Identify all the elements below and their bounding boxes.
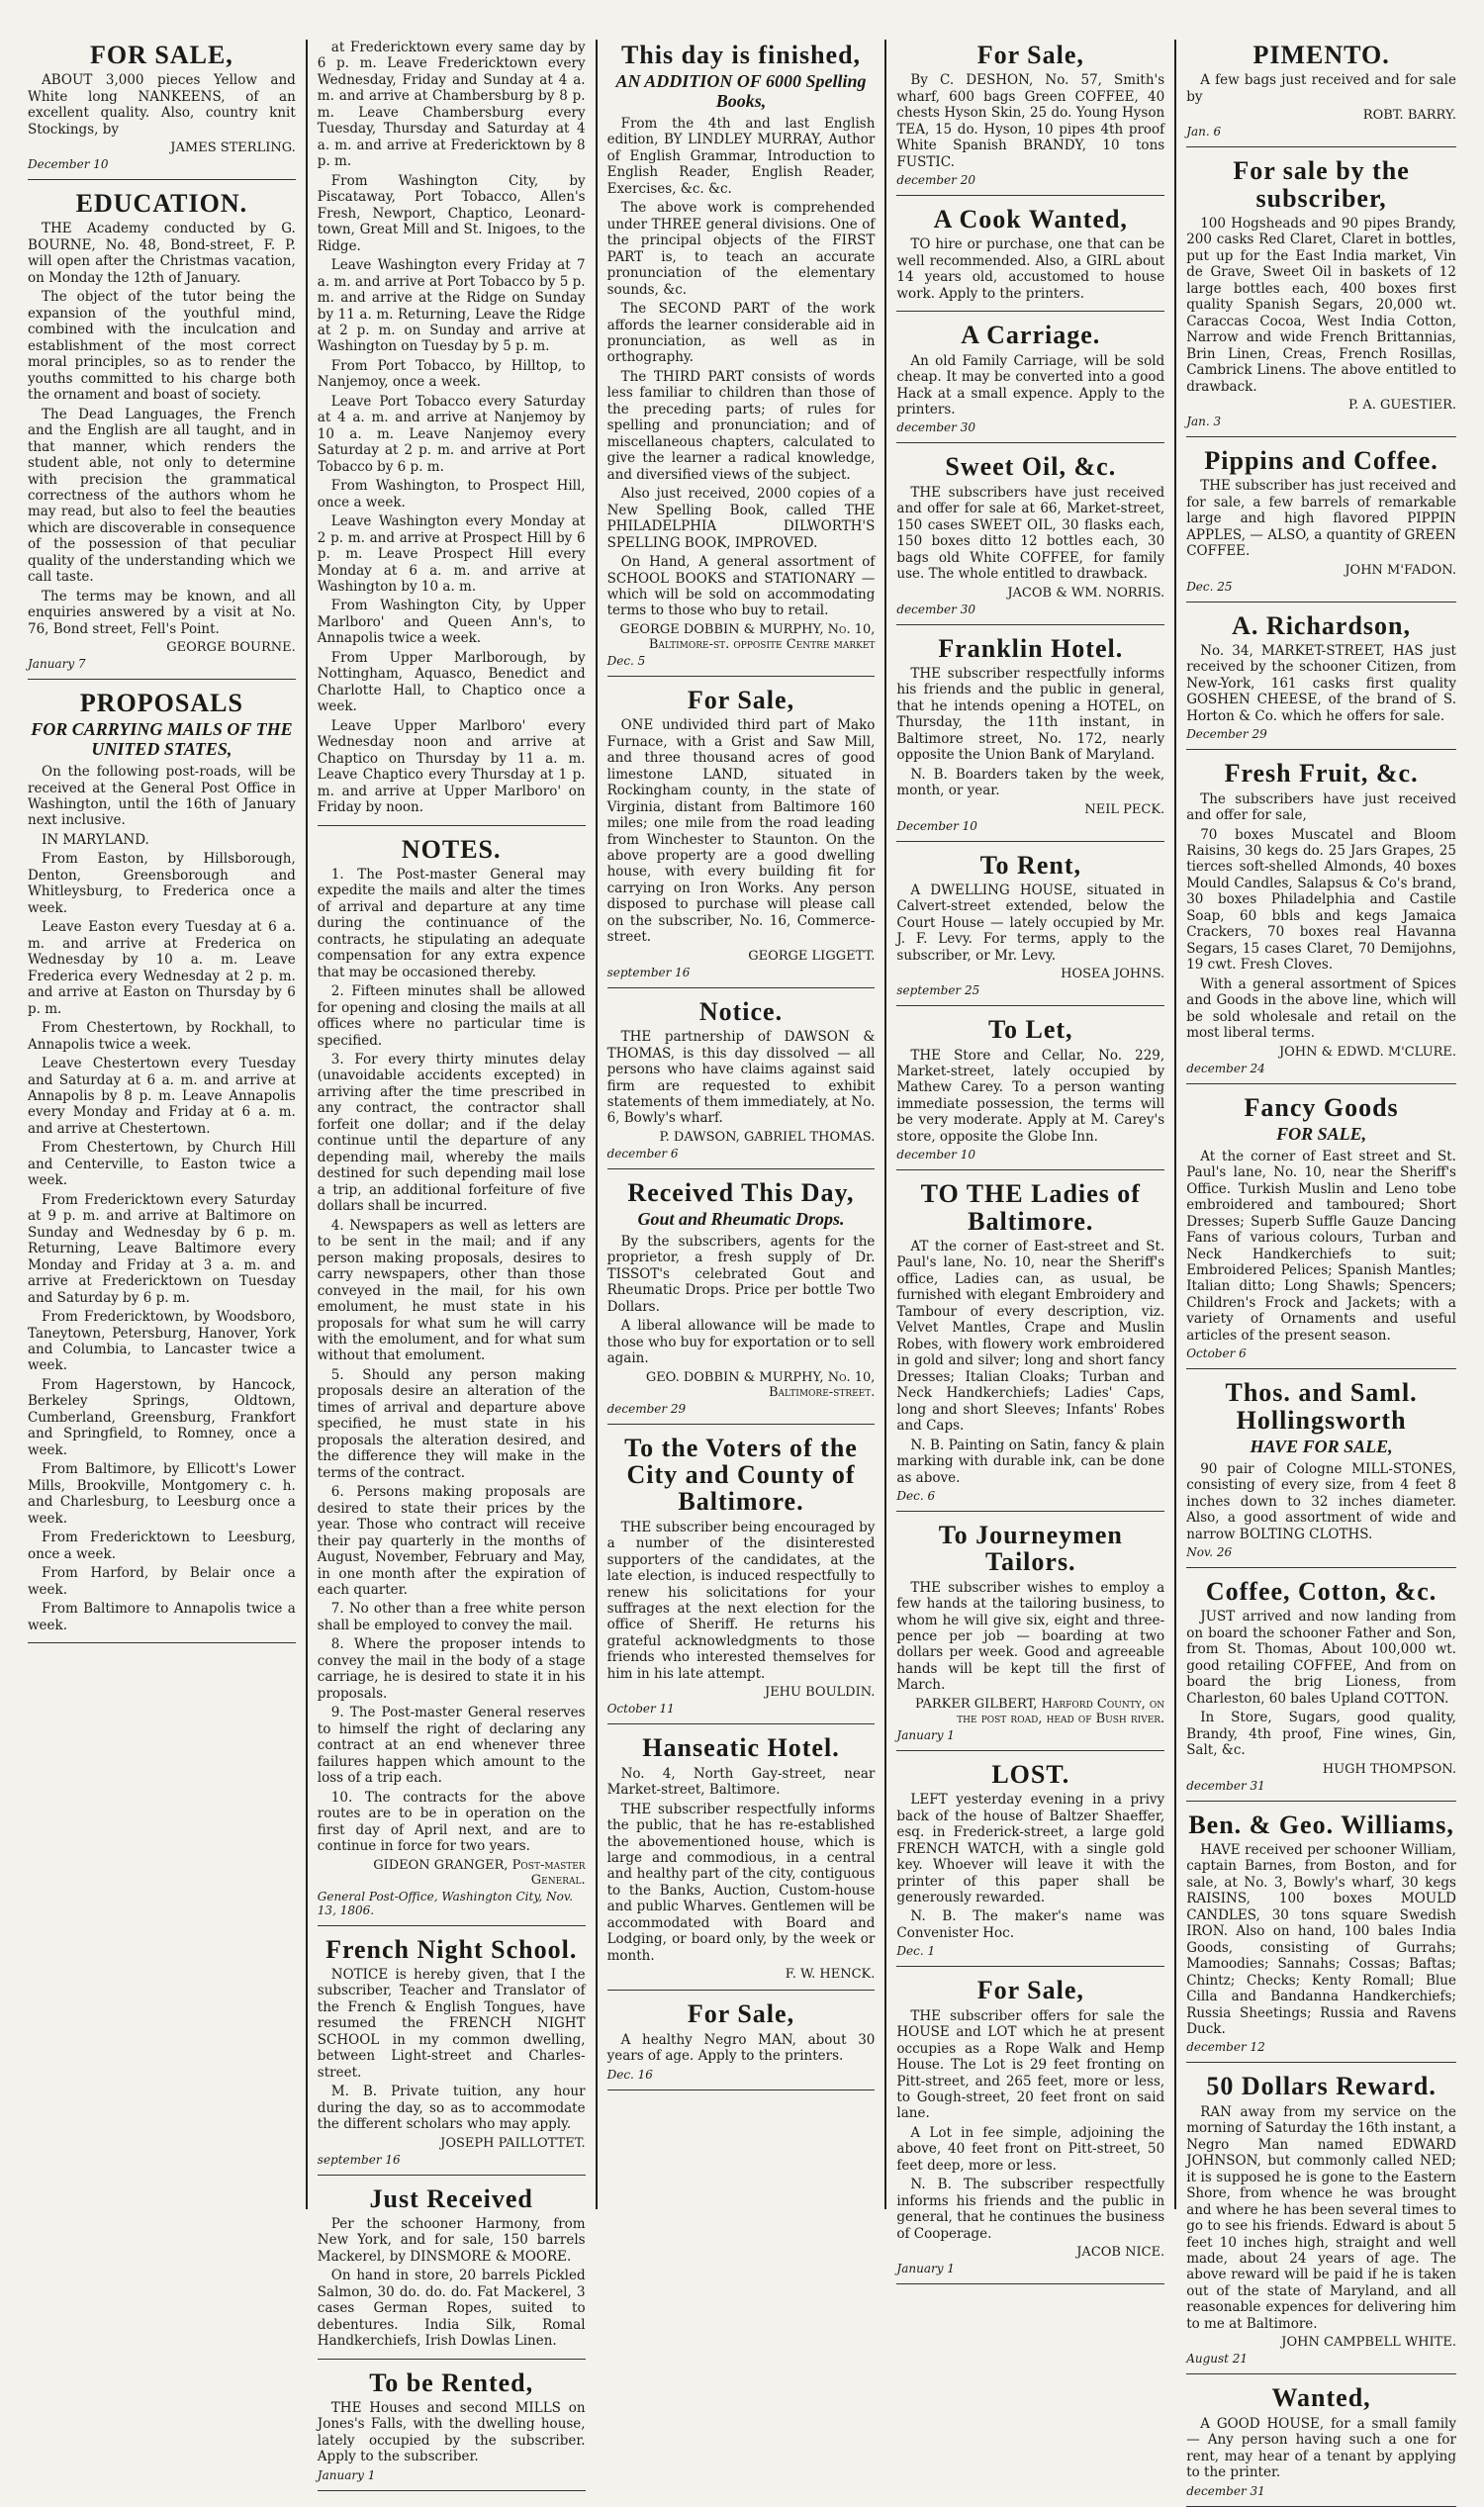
ad-date: December 10 xyxy=(28,157,109,172)
ad-body-paragraph: NOTICE is hereby given, that I the subscriber, Teacher and Translator of the French & English Tongues, have resumed the FRENCH NIGHT SCHOOL in my common dwelling, between Light-street and Charles-street. xyxy=(317,1966,586,2081)
ad-body-paragraph: 70 boxes Muscatel and Bloom Raisins, 30 kegs do. 25 Jars Grapes, 25 tierces soft-shelled Almonds, 40 boxes Mould Candles, Salapsus & Co's brand, 30 boxes Philadelphia and Castile Soap, 60 bbls and kegs Jamaica Crackers, 70 boxes real Havanna Segars, 15 cases Claret, 70 Demijohns, 19 cwt. Fresh Cloves. xyxy=(1186,826,1456,974)
ad-body-paragraph: The Dead Languages, the French and the English are all taught, and in that manner, which renders the student able, not only to determine with precision the grammatical correctness of the authors whom he may read, but also to feel the beauties which are discoverable in consequence of the possession of that peculiar quality of the understanding which we call taste. xyxy=(28,406,296,586)
ad-body-paragraph: On hand in store, 20 barrels Pickled Salmon, 30 do. do. do. Fat Mackerel, 3 cases German Ropes, suited to debentures. India Silk, Romal Handkerchiefs, Irish Dowlas Linen. xyxy=(317,2268,586,2350)
ad-date: Dec. 1 xyxy=(896,1944,936,1959)
ad-body-paragraph: THE subscriber has just received and for sale, a few barrels of remarkable large and high flavored PIPPIN APPLES, — ALSO, a quantity of GREEN COFFEE. xyxy=(1186,478,1456,560)
ad-body-paragraph: On the following post-roads, will be received at the General Post Office in Washington, until the 16th of January next inclusive. xyxy=(28,764,296,829)
ad-body-paragraph: RAN away from my service on the morning of Saturday the 16th instant, a Negro Man named EDWARD JOHNSON, but commonly called NED; it is supposed he is gone to the Eastern Shore, from whence he was brought and where he has been several times to go to see his friends. Edward is about 5 feet 10 inches high, straight and well made, about 24 years of age. The above reward will be paid if he is taken out of the state of Maryland, and all reasonable expences for delivering him to me at Baltimore. xyxy=(1186,2103,1456,2332)
ad-date: October 11 xyxy=(606,1702,675,1717)
advertisement xyxy=(607,1435,876,1725)
ad-body-paragraph: A healthy Negro MAN, about 30 years of age. Apply to the printers. xyxy=(606,2031,876,2065)
advertisement xyxy=(607,42,876,677)
ad-signature: JOHN & EDWD. M'CLURE. xyxy=(1278,1044,1456,1060)
ad-date: Jan. 6 xyxy=(1186,125,1222,139)
ad-body-paragraph: N. B. Painting on Satin, fancy & plain marking with durable ink, can be done as above. xyxy=(896,1437,1165,1486)
ad-signature: GIDEON GRANGER, Post-master General. xyxy=(373,1857,586,1888)
ad-body-paragraph: A DWELLING HOUSE, situated in Calvert-street extended, below the Court House — lately occupied by Mr. J. F. Levy. For terms, apply to the subscriber, or Mr. Levy. xyxy=(896,882,1165,964)
ad-body-paragraph: Leave Easton every Tuesday at 6 a. m. and arrive at Frederica on Wednesday by 10 a. m. Leave Frederica every Wednesday at 2 p. m. and arrive at Easton on Thursday by 6 p. m. xyxy=(28,919,296,1017)
ad-body-paragraph: N. B. The maker's name was Convenister Hoc. xyxy=(896,1908,1165,1941)
ad-signature: HOSEA JOHNS. xyxy=(1061,967,1165,982)
ad-subheading: FOR SALE, xyxy=(1276,1123,1367,1144)
ad-signature: GEORGE LIGGETT. xyxy=(748,948,876,964)
ad-body-paragraph: A few bags just received and for sale by xyxy=(1186,72,1456,105)
ad-heading: Coffee, Cotton, &c. xyxy=(1205,1577,1438,1607)
advertisement xyxy=(896,453,1164,624)
ad-subheading: Gout and Rheumatic Drops. xyxy=(637,1209,845,1230)
ad-heading: For Sale, xyxy=(976,1976,1084,2005)
ad-body-paragraph: TO hire or purchase, one that can be well recommended. Also, a GIRL about 14 years old, accustomed to house work. Apply to the printers. xyxy=(896,236,1165,302)
ad-body-paragraph: Per the schooner Harmony, from New York, and for sale, 150 barrels Mackerel, by DINSMORE & MOORE. xyxy=(317,2215,586,2265)
ad-date: december 12 xyxy=(1186,2040,1265,2055)
advertisement xyxy=(1186,2384,1456,2506)
ad-date: september 16 xyxy=(606,965,691,979)
column-2 xyxy=(308,40,598,2482)
ad-signature: HUGH THOMPSON. xyxy=(1322,1761,1456,1777)
ad-body-paragraph: 3. For every thirty minutes delay (unavoidable accidents excepted) in arriving after the time prescribed in any contract, the contractor shall forfeit one dollar; and if the delay continue until the departure of any depending mail, whereby the mails destined for such depending mail lose a trip, an additional forfeiture of five dollars shall be incurred. xyxy=(317,1052,586,1215)
ad-body-paragraph: In Store, Sugars, good quality, Brandy, 4th proof, Fine wines, Gin, Salt, &c. xyxy=(1186,1710,1456,1759)
advertisement xyxy=(28,42,296,180)
column-5 xyxy=(1176,40,1466,2498)
ad-body-paragraph: A GOOD HOUSE, for a small family — Any person having such a one for rent, may hear of a tenant by applying to the printer. xyxy=(1186,2415,1456,2481)
ad-body-paragraph: THE subscriber respectfully informs his friends and the public in general, that he intends opening a HOTEL, on Thursday, the 11th instant, in Baltimore street, No. 172, nearly opposite the Union Bank of Maryland. xyxy=(896,665,1165,764)
ad-body-paragraph: 100 Hogsheads and 90 pipes Brandy, 200 casks Red Claret, Claret in bottles, put up for the East India market, Vin de Grave, Sweet Oil in baskets of 12 large bottles each, 400 boxes first quality Spanish Segars, 20,000 wt. Caraccas Cocoa, West India Cotton, Narrow and wide French Brittannias, Brin Linen, Creas, French Rosillas, Cambrick Linens. The above entitled to drawback. xyxy=(1186,215,1456,395)
ad-heading: To the Voters of the City and County of Baltimore. xyxy=(624,1433,858,1517)
ad-body-paragraph: ABOUT 3,000 pieces Yellow and White long NANKEENS, of an excellent quality. Also, country knit Stockings, by xyxy=(28,72,296,138)
advertisement xyxy=(1186,1578,1456,1802)
ad-date: december 30 xyxy=(896,602,975,616)
ad-heading: NOTES. xyxy=(401,834,502,864)
column-4 xyxy=(886,40,1176,2276)
ad-body-paragraph: 8. Where the proposer intends to convey the mail in the body of a stage carriage, he is desired to state it in his proposals. xyxy=(317,1636,586,1702)
ad-heading: For Sale, xyxy=(687,685,795,714)
ad-signature: JACOB & WM. NORRIS. xyxy=(1007,585,1165,601)
ad-heading: LOST. xyxy=(991,1759,1070,1789)
ad-date: December 10 xyxy=(896,818,977,833)
ad-heading: French Night School. xyxy=(325,1934,578,1964)
ad-body-paragraph: The object of the tutor being the expansion of the youthful mind, combined with the inculcation and establishment of the most correct moral principles, so as to render the youths committed to his charge both the ornament and boast of society. xyxy=(28,289,296,404)
ad-signature: JOHN M'FADON. xyxy=(1345,562,1456,578)
ad-body-paragraph: From Harford, by Belair once a week. xyxy=(28,1565,296,1598)
ad-body-paragraph: 7. No other than a free white person shall be employed to convey the mail. xyxy=(317,1601,586,1633)
ad-body-paragraph: 1. The Post-master General may expedite the mails and alter the times of arrival and departure at any time during the continuance of the contracts, he stipulating an adequate compensation for any extra expence that may be occasioned thereby. xyxy=(317,866,586,980)
ad-signature: NEIL PECK. xyxy=(1084,801,1165,817)
ad-heading: For Sale, xyxy=(976,41,1084,69)
ad-heading: TO THE Ladies of Baltimore. xyxy=(920,1179,1141,1236)
ad-body-paragraph: From Port Tobacco, by Hilltop, to Nanjemoy, once a week. xyxy=(317,357,586,391)
ad-body-paragraph: From the 4th and last English edition, BY LINDLEY MURRAY, Author of English Grammar, Introduction to English Reader, English Reader, Exercises, &c. &c. xyxy=(606,115,876,197)
ad-signature: JOHN CAMPBELL WHITE. xyxy=(1281,2335,1456,2351)
ad-heading: Pippins and Coffee. xyxy=(1204,445,1438,475)
ad-heading: Ben. & Geo. Williams, xyxy=(1188,1810,1454,1839)
ad-date: January 1 xyxy=(896,2262,955,2276)
ad-heading: Received This Day, xyxy=(627,1177,855,1207)
ad-signature: JEHU BOULDIN. xyxy=(764,1685,876,1701)
advertisement xyxy=(896,42,1164,196)
ad-heading: Franklin Hotel. xyxy=(938,633,1124,663)
ad-signature: JOSEPH PAILLOTTET. xyxy=(440,2135,586,2151)
ad-heading: PROPOSALS xyxy=(79,689,243,718)
ad-heading: Just Received xyxy=(369,2183,533,2213)
ad-signature: JAMES STERLING. xyxy=(170,140,296,156)
ad-body-paragraph: The above work is comprehended under THREE general divisions. One of the principal objects of the FIRST PART is, to teach an accurate pronunciation of the elementary sounds, &c. xyxy=(606,200,876,298)
ad-heading: Wanted, xyxy=(1271,2383,1371,2413)
ad-date: Dec. 25 xyxy=(1186,579,1233,594)
ad-body-paragraph: THE Houses and second MILLS on Jones's Falls, with the dwelling house, lately occupied by the subscriber. Apply to the subscriber. xyxy=(317,2399,586,2465)
ad-body-paragraph: THE partnership of DAWSON & THOMAS, is this day dissolved — all persons who have claims against said firm are requested to exhibit statements of them immediately, at No. 6, Bowly's wharf. xyxy=(606,1029,876,1127)
ad-body-paragraph: M. B. Private tuition, any hour during the day, so as to accommodate the different scholars who may apply. xyxy=(317,2084,586,2133)
ad-date: January 1 xyxy=(896,1727,955,1742)
ad-body-paragraph: From Fredericktown, by Woodsboro, Taneytown, Petersburg, Hanover, York and Columbia, to Lancaster twice a week. xyxy=(28,1309,296,1374)
ad-body-paragraph: Leave Chestertown every Tuesday and Saturday at 6 a. m. and arrive at Annapolis by 8 p. m. Leave Annapolis every Monday and Friday at 6 a. m. and arrive at Chestertown. xyxy=(28,1056,296,1137)
ad-body-paragraph: THE subscribers have just received and offer for sale at 66, Market-street, 150 cases SWEET OIL, 30 flasks each, 150 boxes ditto 12 bottles each, 30 bags old White COFFEE, for family use. The whole entitled to drawback. xyxy=(896,484,1165,583)
ad-heading: Fancy Goods xyxy=(1244,1092,1399,1122)
ad-date: Jan. 3 xyxy=(1186,414,1222,428)
advertisement xyxy=(896,635,1164,842)
ad-body-paragraph: THE subscriber being encouraged by a number of the disinterested supporters of the candidates, at the late election, is induced respectfully to renew his solicitations for your suffrages at the next election for the office of Sheriff. He returns his grateful acknowledgments to those friends who interested themselves for him in his late attempt. xyxy=(606,1519,876,1682)
ad-date: december 30 xyxy=(896,420,975,435)
ad-heading: To Rent, xyxy=(979,850,1081,880)
ad-body-paragraph: From Washington, to Prospect Hill, once a week. xyxy=(317,478,586,511)
ad-subheading: HAVE FOR SALE, xyxy=(1250,1436,1393,1456)
advertisement xyxy=(318,40,586,826)
ad-heading: A. Richardson, xyxy=(1232,610,1412,640)
ad-signature: GEORGE DOBBIN & MURPHY, No. 10, Baltimore-st. opposite Centre market xyxy=(619,621,876,652)
ad-body-paragraph: From Hagerstown, by Hancock, Berkeley Springs, Oldtown, Cumberland, Greensburg, Frankfort and Springfield, to Romney, once a week. xyxy=(28,1376,296,1458)
ad-date: september 16 xyxy=(317,2152,401,2167)
ad-date: december 31 xyxy=(1186,2483,1265,2498)
ad-body-paragraph: The terms may be known, and all enquiries answered by a visit at No. 76, Bond street, Fell's Point. xyxy=(28,588,296,637)
ad-body-paragraph: The subscribers have just received and offer for sale, xyxy=(1186,790,1456,824)
ad-body-paragraph: Leave Port Tobacco every Saturday at 4 a. m. and arrive at Nanjemoy by 10 a. m. Leave Nanjemoy every Saturday at 2 p. m. and arrive at Port Tobacco by 6 p. m. xyxy=(317,393,586,475)
ad-body-paragraph: HAVE received per schooner William, captain Barnes, from Boston, and for sale, at No. 3, Bowly's wharf, 30 kegs RAISINS, 100 boxes MOULD CANDLES, 30 tons square Swedish IRON. Also on hand, 100 bales India Goods, consisting of Gurrahs; Mamoodies; Sannahs; Cossas; Baftas; Chintz; Checks; Kenty Romall; Blue Cilla and Bandanna Handkerchiefs; Russia Sheetings; Russia and Ravens Duck. xyxy=(1186,1841,1456,2038)
ad-heading: Hanseatic Hotel. xyxy=(642,1733,840,1763)
advertisement xyxy=(607,1734,876,1991)
ad-subheading: AN ADDITION OF 6000 Spelling Books, xyxy=(615,71,867,112)
ad-date: december 6 xyxy=(606,1146,679,1161)
ad-body-paragraph: Leave Upper Marlboro' every Wednesday noon and arrive at Chaptico on Thursday by 11 a. m. Leave Chaptico every Thursday at 1 p. m. and arrive at Upper Marlboro' on Friday by noon. xyxy=(317,717,586,816)
advertisement xyxy=(896,1180,1164,1512)
ad-signature: P. A. GUESTIER. xyxy=(1348,397,1456,413)
ad-heading: Fresh Fruit, &c. xyxy=(1224,759,1419,789)
ad-heading: This day is finished, xyxy=(620,41,862,69)
ad-signature: GEORGE BOURNE. xyxy=(166,640,296,656)
advertisement xyxy=(896,1522,1164,1751)
ad-body-paragraph: THE Store and Cellar, No. 229, Market-street, lately occupied by Mathew Carey. To a person wanting immediate possession, the terms will be very moderate. Apply at M. Carey's store, opposite the Globe Inn. xyxy=(896,1047,1165,1145)
ad-body-paragraph: From Chestertown, by Rockhall, to Annapolis twice a week. xyxy=(28,1020,296,1053)
ad-body-paragraph: 2. Fifteen minutes shall be allowed for opening and closing the mails at all offices where no particular time is specified. xyxy=(317,983,586,1049)
ad-signature: JACOB NICE. xyxy=(1076,2245,1165,2261)
ad-heading: For sale by the subscriber, xyxy=(1233,156,1410,213)
advertisement xyxy=(607,998,876,1169)
ad-date: January 1 xyxy=(317,2467,376,2482)
advertisement xyxy=(1186,157,1456,437)
ad-body-paragraph: A Lot in fee simple, adjoining the above, 40 feet front on Pitt-street, 50 feet deep, more or less. xyxy=(896,2124,1165,2174)
ad-date: January 7 xyxy=(28,657,86,672)
ad-date: Nov. 26 xyxy=(1186,1545,1233,1560)
ad-heading: To Let, xyxy=(988,1015,1073,1045)
ad-body-paragraph: On Hand, A general assortment of SCHOOL BOOKS and STATIONARY — which will be sold on accommodating terms to those who buy to retail. xyxy=(606,554,876,619)
advertisement xyxy=(318,1936,586,2176)
advertisement xyxy=(1186,1379,1456,1568)
ad-body-paragraph: An old Family Carriage, will be sold cheap. It may be converted into a good Hack at a small expence. Apply to the printers. xyxy=(896,352,1165,418)
ad-body-paragraph: No. 34, MARKET-STREET, HAS just received by the schooner Citizen, from New-York, 161 casks first quality GOSHEN CHEESE, of the brand of S. Horton & Co. which he offers for sale. xyxy=(1186,642,1456,724)
ad-body-paragraph: 10. The contracts for the above routes are to be in operation on the first day of April next, and are to continue in force for two years. xyxy=(317,1789,586,1855)
ad-body-paragraph: With a general assortment of Spices and Goods in the above line, which will be sold wholesale and retail on the most liberal terms. xyxy=(1186,975,1456,1042)
ad-date: August 21 xyxy=(1186,2352,1249,2367)
advertisement xyxy=(28,690,296,1643)
ad-body-paragraph: Leave Washington every Monday at 2 p. m. and arrive at Prospect Hill by 6 p. m. Leave Prospect Hill every Monday at 6 a. m. and arrive at Washington by 10 a. m. xyxy=(317,513,586,595)
ad-date: december 20 xyxy=(896,173,975,188)
ad-body-paragraph: From Fredericktown every Saturday at 9 p. m. and arrive at Baltimore on Sunday and Wednesday by 6 p. m. Returning, Leave Baltimore every Monday and Friday at 3 a. m. and arrive at Fredericktown on Tuesday and Saturday by 6 p. m. xyxy=(28,1191,296,1306)
ad-date: October 6 xyxy=(1186,1346,1247,1361)
advertisement xyxy=(607,1179,876,1425)
ad-body-paragraph: From Upper Marlborough, by Nottingham, Aquasco, Benedict and Charlotte Hall, to Chaptico once a week. xyxy=(317,649,586,715)
ad-body-paragraph: The SECOND PART of the work affords the learner considerable aid in pronunciation, as well as in orthography. xyxy=(606,301,876,366)
advertisement xyxy=(896,852,1164,1007)
ad-body-paragraph: From Chestertown, by Church Hill and Centerville, to Easton twice a week. xyxy=(28,1140,296,1189)
ad-heading: PIMENTO. xyxy=(1252,41,1390,69)
column-1 xyxy=(18,40,308,2209)
ad-signature: F. W. HENCK. xyxy=(785,1967,876,1983)
ad-body-paragraph: LEFT yesterday evening in a privy back of the house of Baltzer Shaeffer, esq. in Frederick-street, a large gold FRENCH WATCH, with a single gold key. Whoever will leave it with the printer of this paper shall be generously rewarded. xyxy=(896,1792,1165,1905)
columns xyxy=(18,40,1466,2498)
ad-heading: To be Rented, xyxy=(369,2368,534,2397)
ad-signature: P. DAWSON, GABRIEL THOMAS. xyxy=(659,1129,876,1145)
advertisement xyxy=(896,1761,1164,1968)
ad-body-paragraph: The THIRD PART consists of words less familiar to children than those of the preceding parts; of rules for spelling and pronunciation; and of miscellaneous chapters, calculated to give the learner a radical knowledge, and diversified views of the subject. xyxy=(606,368,876,483)
ad-date: Dec. 6 xyxy=(896,1488,936,1503)
ad-body-paragraph: AT the corner of East-street and St. Paul's lane, No. 10, near the Sheriff's office, Ladies can, as usual, be furnished with elegant Embroidery and Tambour of every description, viz. Velvet Mantles, Crape and Muslin Robes, with flowery work embroidered in gold and silver; long and short fancy Dresses; Italian Cloaks; Turban and Neck Handkerchiefs; Ladies' Caps, long and short Sleeves; Infants' Robes and Caps. xyxy=(896,1238,1165,1435)
ad-heading: To Journeymen Tailors. xyxy=(938,1520,1123,1577)
advertisement xyxy=(28,190,296,680)
ad-body-paragraph: From Easton, by Hillsborough, Denton, Greensborough and Whitleysburg, to Frederica once a week. xyxy=(28,851,296,916)
ad-body-paragraph: From Baltimore, by Ellicott's Lower Mills, Brookville, Montgomery c. h. and Charlesburg, to Leesburg once a week. xyxy=(28,1461,296,1527)
ad-body-paragraph: ONE undivided third part of Mako Furnace, with a Grist and Saw Mill, and three thousand acres of good limestone LAND, situated in Rockingham county, in the state of Virginia, distant from Baltimore 160 miles; one mile from the road leading from Winchester to Staunton. On the above property are a good dwelling house, with every building fit for carrying on Iron Works. Any person disposed to purchase will please call on the subscriber, No. 16, Commerce-street. xyxy=(606,717,876,946)
advertisement xyxy=(896,206,1164,312)
advertisement xyxy=(1186,447,1456,603)
ad-heading: A Carriage. xyxy=(961,321,1101,350)
ad-body-paragraph: Leave Washington every Friday at 7 a. m. and arrive at Port Tobacco by 5 p. m. and arrive at the Ridge on Sunday by 11 a. m. Returning, Leave the Ridge at 2 p. m. on Sunday and arrive at Washington on Tuesday by 5 p. m. xyxy=(317,257,586,355)
ad-body-paragraph: at Fredericktown every same day by 6 p. m. Leave Fredericktown every Wednesday, Friday and Sunday at 4 a. m. and arrive at Chambersburg by 8 p. m. Leave Chambersburg every Tuesday, Thursday and Saturday at 4 a. m. and arrive at Fredericktown by 8 p. m. xyxy=(317,40,586,170)
ad-body-paragraph: No. 4, North Gay-street, near Market-street, Baltimore. xyxy=(606,1765,876,1799)
ad-body-paragraph: 5. Should any person making proposals desire an alteration of the times of arrival and departure above specified, he must state in his proposals the alteration desired, and the difference they will make in the terms of the contract. xyxy=(317,1366,586,1481)
advertisement xyxy=(896,322,1164,443)
advertisement xyxy=(896,1977,1164,2284)
ad-body-paragraph: JUST arrived and now landing from on board the schooner Father and Son, from St. Thomas, About 100,000 wt. good retailing COFFEE, And from on board the brig Lioness, from Charleston, 60 bales Upland COTTON. xyxy=(1186,1609,1456,1707)
ad-date: General Post-Office, Washington City, Nov. 13, 1806. xyxy=(317,1889,574,1917)
advertisement xyxy=(1186,2073,1456,2374)
ad-body-paragraph: N. B. Boarders taken by the week, month, or year. xyxy=(896,766,1165,799)
advertisement xyxy=(1186,42,1456,147)
advertisement xyxy=(607,687,876,988)
ad-date: december 29 xyxy=(606,1401,687,1416)
ad-signature: PARKER GILBERT, Harford County, on the post road, head of Bush river. xyxy=(914,1696,1165,1726)
advertisement xyxy=(896,1016,1164,1170)
ad-body-paragraph: THE subscriber respectfully informs the public, that he has re-established the abovementioned house, which is large and commodious, in a central and healthy part of the city, contiguous to the Banks, Auction, Custom-house and public Wharves. Gentlemen will be accommodated with Board and Lodging, or board only, by the week or month. xyxy=(606,1801,876,1964)
ad-signature: ROBT. BARRY. xyxy=(1362,108,1456,124)
advertisement xyxy=(607,2000,876,2089)
advertisement xyxy=(1186,1811,1456,2064)
ad-heading: A Cook Wanted, xyxy=(933,205,1128,234)
ad-date: December 29 xyxy=(1186,727,1267,742)
advertisement xyxy=(318,2185,586,2360)
ad-date: Dec. 5 xyxy=(606,653,646,668)
ad-heading: EDUCATION. xyxy=(75,189,248,219)
ad-body-paragraph: THE subscriber offers for sale the HOUSE and LOT which he at present occupies as a Rope Walk and Hemp House. The Lot is 29 feet fronting on Pitt-street, and 265 feet, more or less, to Gough-street, 20 feet front on said lane. xyxy=(896,2007,1165,2122)
ad-heading: FOR SALE, xyxy=(89,41,233,69)
ad-body-paragraph: From Fredericktown to Leesburg, once a week. xyxy=(28,1530,296,1562)
advertisement xyxy=(318,836,586,1926)
ad-signature: GEO. DOBBIN & MURPHY, No. 10, Baltimore-street. xyxy=(645,1369,876,1400)
ad-body-paragraph: 90 pair of Cologne MILL-STONES, consisting of every size, from 4 feet 8 inches down to 32 inches diameter. Also, a good assortment of wide and narrow BOLTING CLOTHS. xyxy=(1186,1460,1456,1542)
ad-body-paragraph: By C. DESHON, No. 57, Smith's wharf, 600 bags Green COFFEE, 40 chests Hyson Skin, 25 do. Young Hyson TEA, 15 do. Hyson, 10 pipes 4th proof White Spanish BRANDY, 10 tons FUSTIC. xyxy=(896,72,1165,170)
ad-date: december 10 xyxy=(896,1148,975,1162)
ad-date: Dec. 16 xyxy=(606,2067,653,2082)
ad-subheading: FOR CARRYING MAILS OF THE UNITED STATES, xyxy=(31,719,293,760)
ad-body-paragraph: N. B. The subscriber respectfully informs his friends and the public in general, that he continues the business of Cooperage. xyxy=(896,2177,1165,2242)
advertisement xyxy=(318,2369,586,2491)
ad-heading: 50 Dollars Reward. xyxy=(1206,2072,1437,2101)
ad-body-paragraph: THE subscriber wishes to employ a few hands at the tailoring business, to whom he will give six, eight and three-pence per job — boarding at two dollars per week. Good and agreeable hands will be kept till the first of March. xyxy=(896,1579,1165,1694)
advertisement xyxy=(1186,612,1456,751)
ad-body-paragraph: By the subscribers, agents for the proprietor, a fresh supply of Dr. TISSOT's celebrated Gout and Rheumatic Drops. Price per bottle Two Dollars. xyxy=(606,1234,876,1315)
ad-heading: Sweet Oil, &c. xyxy=(945,452,1117,482)
ad-body-paragraph: A liberal allowance will be made to those who buy for exportation or to sell again. xyxy=(606,1318,876,1367)
ad-body-paragraph: 6. Persons making proposals are desired to state their prices by the year. Those who contract will receive their pay quarterly in the months of August, November, February and May, in one month after the expiration of each quarter. xyxy=(317,1484,586,1599)
ad-body-paragraph: Also just received, 2000 copies of a New Spelling Book, called THE PHILADELPHIA DILWORTH'S SPELLING BOOK, IMPROVED. xyxy=(606,486,876,551)
ad-body-paragraph: THE Academy conducted by G. BOURNE, No. 48, Bond-street, F. P. will open after the Christmas vacation, on Monday the 12th of January. xyxy=(28,221,296,286)
ad-body-paragraph: 9. The Post-master General reserves to himself the right of declaring any contract at an end whenever three failures happen which amount to the loss of a trip each. xyxy=(317,1705,586,1787)
ad-date: december 24 xyxy=(1186,1061,1265,1075)
ad-body-paragraph: From Baltimore to Annapolis twice a week. xyxy=(28,1601,296,1633)
ad-body-paragraph: From Washington City, by Upper Marlboro' and Queen Ann's, to Annapolis twice a week. xyxy=(317,598,586,647)
advertisement xyxy=(1186,1094,1456,1370)
ad-date: september 25 xyxy=(896,983,980,998)
ad-heading: For Sale, xyxy=(687,1999,795,2029)
ad-body-paragraph: At the corner of East street and St. Paul's lane, No. 10, near the Sheriff's Office. Turkish Muslin and Leno tobe embroidered and tamboured; Short Dresses; Superb Suffle Gauze Dancing Fans of various colours, Turban and Neck Handkerchiefs to suit; Embroidered Pelices; Spanish Mantles; Italian ditto; Long Shawls; Spencers; Children's Frock and Jackets; with a variety of Ornaments and useful articles of the present season. xyxy=(1186,1148,1456,1344)
ad-date: december 31 xyxy=(1186,1778,1265,1793)
ad-heading: Notice. xyxy=(698,996,784,1026)
ad-heading: Thos. and Saml. Hollingsworth xyxy=(1225,1378,1418,1435)
advertisement xyxy=(1186,760,1456,1083)
ad-body-paragraph: IN MARYLAND. xyxy=(42,831,149,848)
ad-body-paragraph: 4. Newspapers as well as letters are to be sent in the mail; and if any person making proposals, desires to carry newspapers, other than those conveyed in the mail, for his own emolument, he must state in his proposals for what sum he will carry with the emolument, and for what sum without that emolument. xyxy=(317,1217,586,1364)
ad-body-paragraph: From Washington City, by Piscataway, Port Tobacco, Allen's Fresh, Newport, Chaptico, Leonard-town, Great Mill and St. Inigoes, to the Ridge. xyxy=(317,172,586,254)
column-3 xyxy=(598,40,887,2209)
